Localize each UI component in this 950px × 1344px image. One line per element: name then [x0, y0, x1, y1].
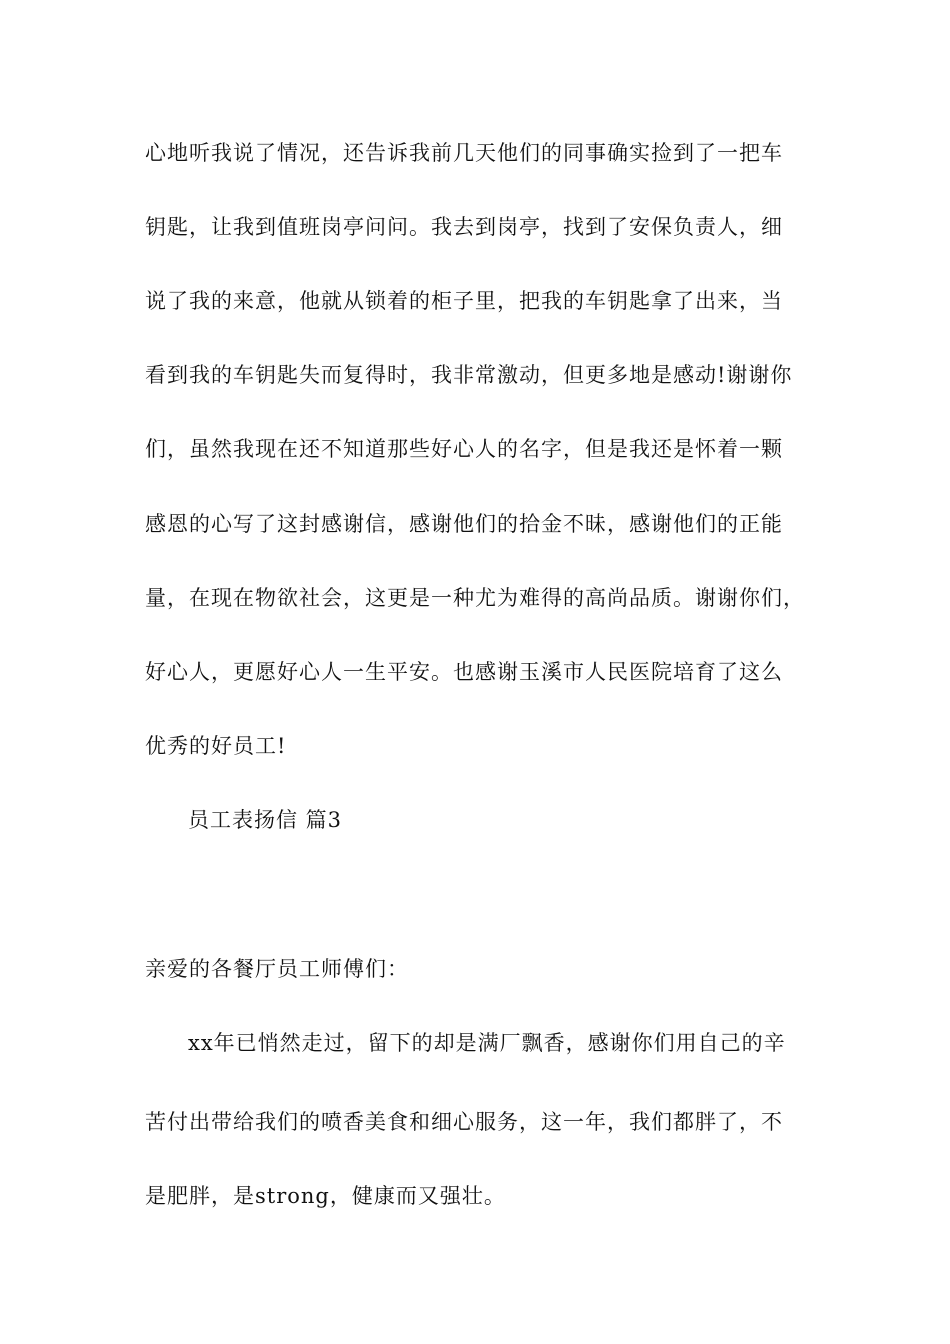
paragraph-line: 是肥胖，是strong，健康而又强壮。 — [145, 1184, 506, 1208]
paragraph-line: 苦付出带给我们的喷香美食和细心服务，这一年，我们都胖了，不 — [145, 1110, 783, 1134]
paragraph-line: 优秀的好员工! — [145, 734, 287, 758]
paragraph-line: 说了我的来意，他就从锁着的柜子里，把我的车钥匙拿了出来，当 — [145, 289, 783, 313]
paragraph-line: xx年已悄然走过，留下的却是满厂飘香，感谢你们用自己的辛 — [188, 1031, 786, 1055]
paragraph-line: 看到我的车钥匙失而复得时，我非常激动，但更多地是感动!谢谢你 — [145, 363, 793, 387]
paragraph-line: 钥匙，让我到值班岗亭问问。我去到岗亭，找到了安保负责人，细 — [145, 215, 783, 239]
paragraph-line: 们，虽然我现在还不知道那些好心人的名字，但是我还是怀着一颗 — [145, 437, 783, 461]
paragraph-line: 心地听我说了情况，还告诉我前几天他们的同事确实捡到了一把车 — [145, 141, 783, 165]
section-title: 员工表扬信 篇3 — [188, 808, 343, 832]
paragraph-line: 量，在现在物欲社会，这更是一种尤为难得的高尚品质。谢谢你们， — [145, 586, 805, 610]
paragraph-line: 感恩的心写了这封感谢信，感谢他们的拾金不昧，感谢他们的正能 — [145, 512, 783, 536]
paragraph-line: 好心人，更愿好心人一生平安。也感谢玉溪市人民医院培育了这么 — [145, 660, 783, 684]
salutation: 亲爱的各餐厅员工师傅们： — [145, 957, 409, 981]
